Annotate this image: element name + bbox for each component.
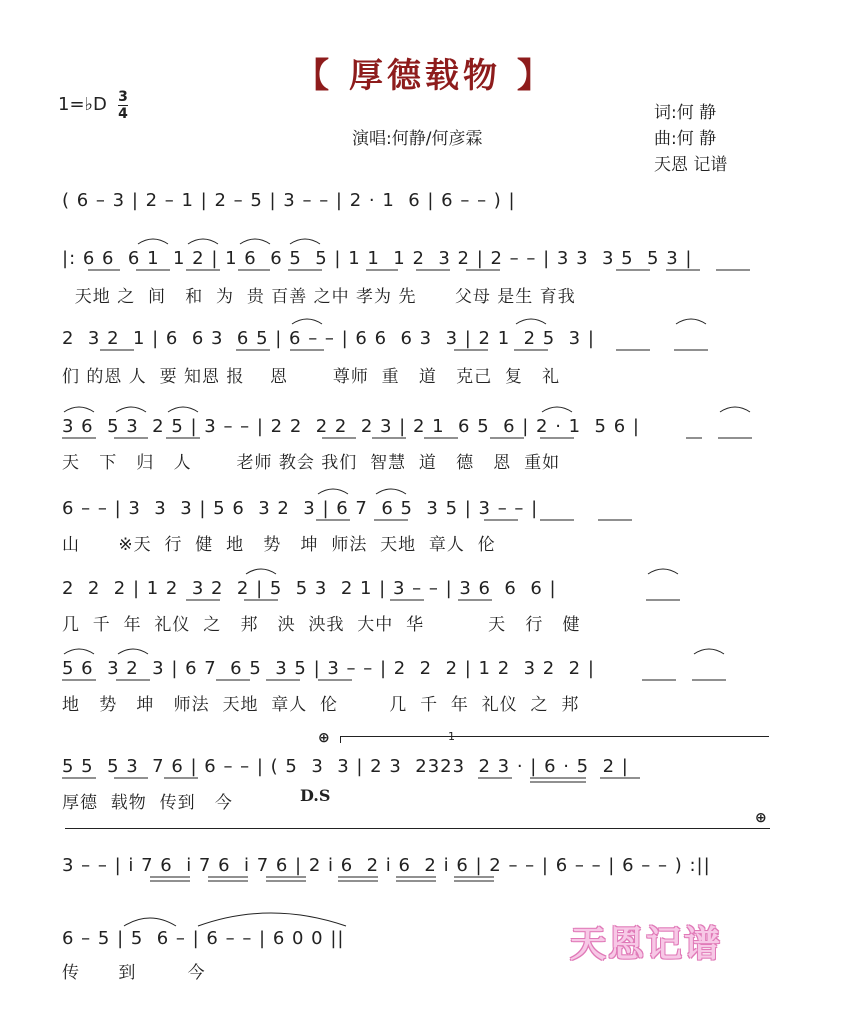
score-row-8-notes: 5 5 5 3 7 6 | 6 – – | ( 5 3 3 | 2 3 2323 2 3 · | 6 · 5 2 | [62, 756, 629, 777]
key-signature: 1=♭D [58, 94, 107, 115]
singer-credit: 演唱:何静/何彦霖 [352, 129, 483, 149]
score-row-3-notes: 2 3 2 1 | 6 6 3 6 5 | 6 – – | 6 6 6 3 3 | 2 1 2 5 3 | [62, 328, 595, 349]
score-row-1-notes: ( 6 – 3 | 2 – 1 | 2 – 5 | 3 – – | 2 · 1 6 | 6 – – ) | [62, 190, 516, 211]
transcriber-credit: 天恩 记谱 [654, 155, 728, 175]
score-row-7-notes: 5 6 3 2 3 | 6 7 6 5 3 5 | 3 – – | 2 2 2 | 1 2 3 2 2 | [62, 658, 595, 679]
composer-credit: 曲:何 静 [654, 129, 717, 149]
score-row-6-lyrics: 几 千 年 礼仪 之 邦 泱 泱我 大中 华 天 行 健 [62, 615, 581, 635]
score-row-9-notes: 3 – – | i 7 6 i 7 6 i 7 6 | 2 i 6 2 i 6 2 i 6 | 2 – – | 6 – – | 6 – – ) :|| [62, 855, 711, 876]
score-row-3-lyrics: 们 的恩 人 要 知恩 报 恩 尊师 重 道 克己 复 礼 [62, 367, 561, 387]
score-row-10-notes: 6 – 5 | 5 6 – | 6 – – | 6 0 0 || [62, 928, 345, 949]
score-row-5-notes: 6 – – | 3 3 3 | 5 6 3 2 3 | 6 7 6 5 3 5 | 3 – – | [62, 498, 539, 519]
score-row-8-lyrics: 厚德 载物 传到 今 [62, 793, 233, 813]
score-row-10-lyrics: 传 到 今 [62, 963, 206, 983]
coda-sign-2: ⊕ [755, 810, 767, 826]
meter-bottom: 4 [118, 106, 128, 122]
coda-sign-1: ⊕ [318, 730, 330, 746]
ds-mark: D.S [300, 786, 331, 805]
score-row-4-notes: 3 6 5 3 2 5 | 3 – – | 2 2 2 2 2 3 | 2 1 6 5 6 | 2 · 1 5 6 | [62, 416, 640, 437]
score-row-5-lyrics: 山 ※天 行 健 地 势 坤 师法 天地 章人 伦 [62, 535, 496, 555]
score-row-4-lyrics: 天 下 归 人 老师 教会 我们 智慧 道 德 恩 重如 [62, 453, 561, 473]
score-row-2-lyrics: 天地 之 间 和 为 贵 百善 之中 孝为 先 父母 是生 育我 [62, 287, 576, 307]
lyricist-credit: 词:何 静 [654, 103, 717, 123]
song-title: 【 厚德载物 】 [295, 56, 555, 96]
watermark-text: 天恩记谱 [570, 923, 723, 965]
score-row-2-notes: |: 6 6 6 1 1 2 | 1 6 6 5 5 | 1 1 1 2 3 2 | 2 – – | 3 3 3 5 5 3 | [62, 248, 693, 269]
score-row-6-notes: 2 2 2 | 1 2 3 2 2 | 5 5 3 2 1 | 3 – – | 3 6 6 6 | [62, 578, 557, 599]
volta-number: 1 [448, 730, 455, 743]
score-row-7-lyrics: 地 势 坤 师法 天地 章人 伦 几 千 年 礼仪 之 邦 [62, 695, 580, 715]
meter-top: 3 [118, 89, 128, 105]
